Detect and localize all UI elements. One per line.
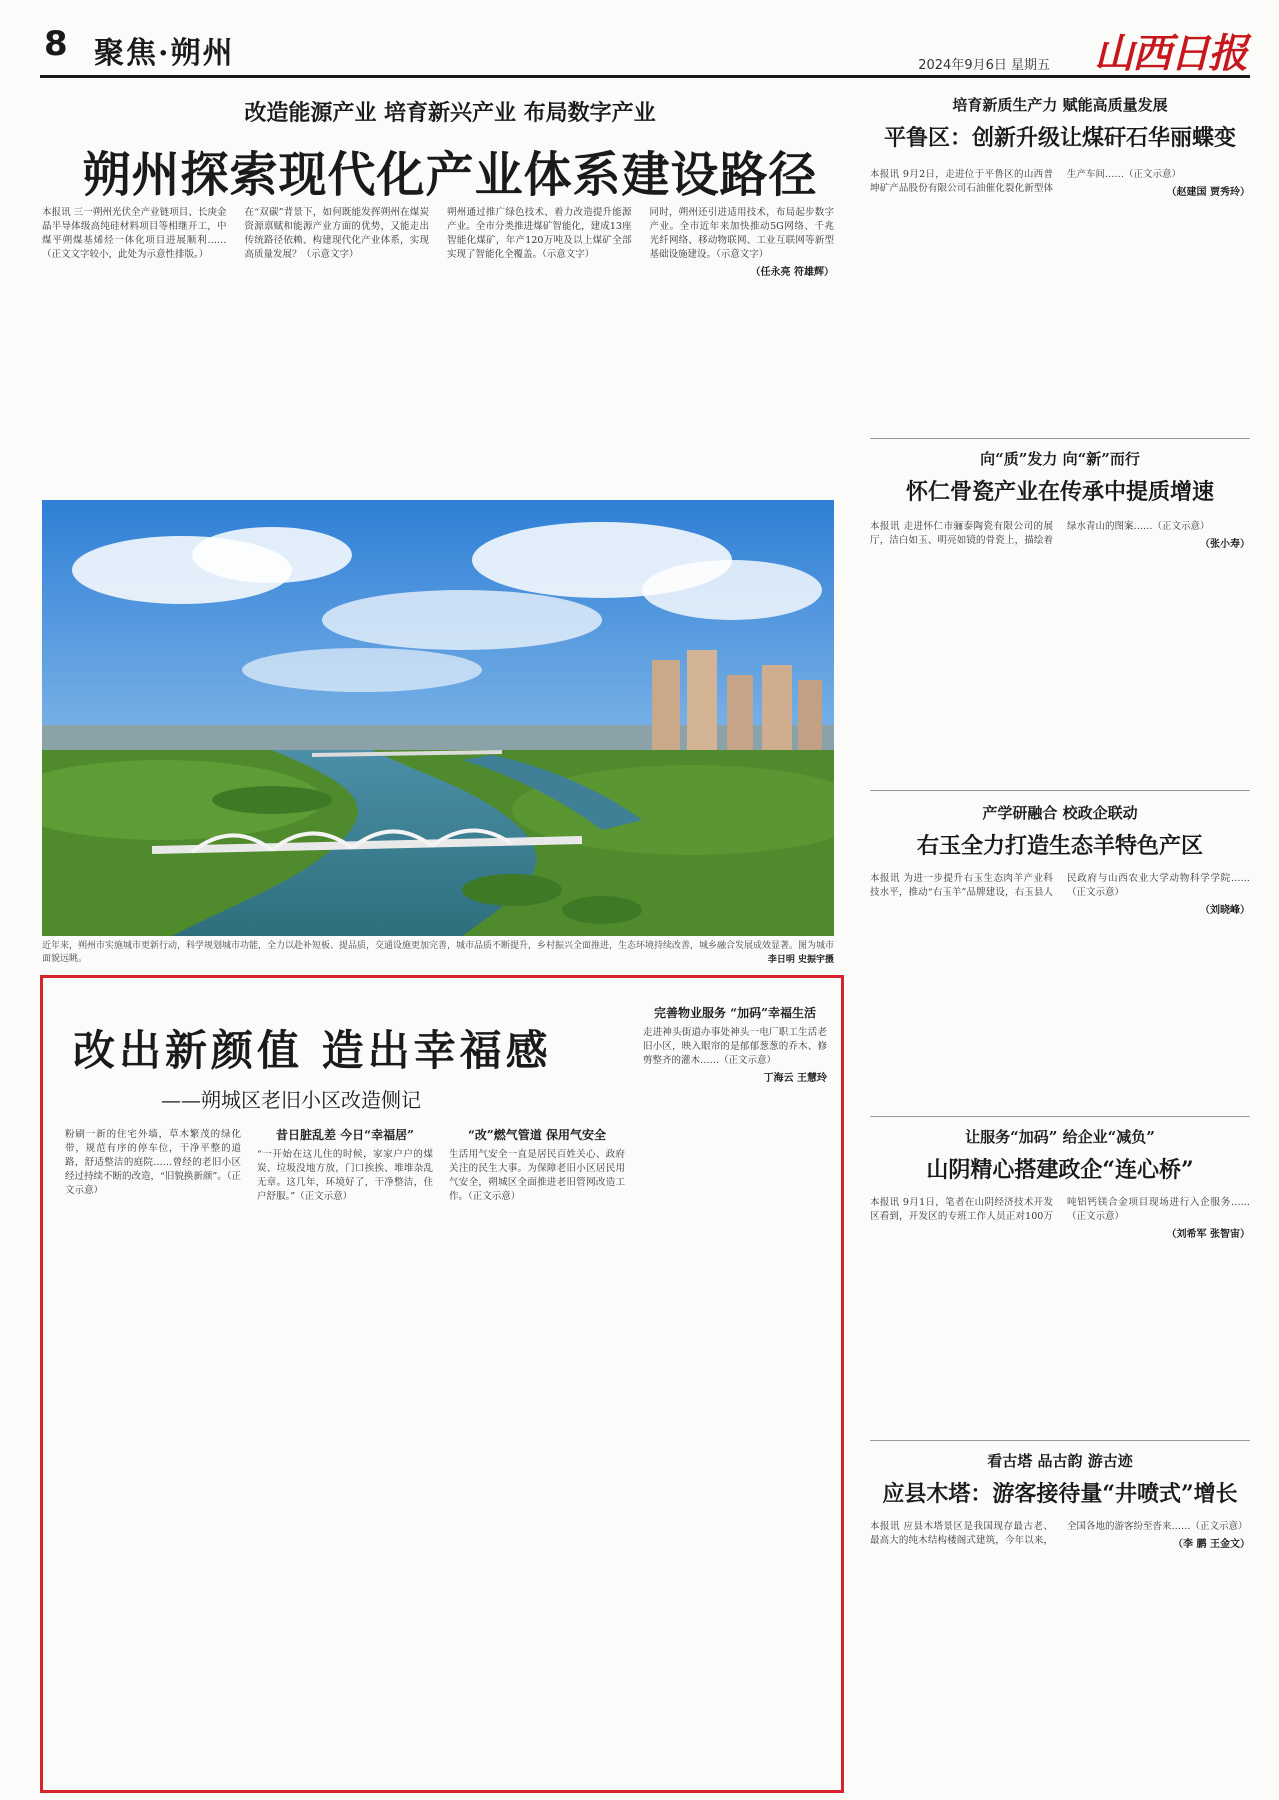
photo-caption-text: 近年来，朔州市实施城市更新行动，科学规划城市功能，全力以赴补短板、提品质，交通设施更加完善，城市品质不断提升，乡村振兴全面推进，生态环境持续改善，城乡融合发展成效显著。图为城市面貌远眺。 <box>42 941 835 964</box>
article-yingxian <box>870 1450 1250 1508</box>
article-headline: 怀仁骨瓷产业在传承中提质增速 <box>905 479 1214 505</box>
lead-body <box>42 206 834 488</box>
issue-date: 2024年9月6日 星期五 <box>918 58 1050 73</box>
article-byline: （李 鹏 王金文） <box>1173 1539 1250 1550</box>
feature-paragraph: “一开始在这儿住的时候，家家户户的煤炭、垃圾没地方放，门口挨挨、堆堆杂乱无章。这几年，环境好了，干净整洁，住户舒服。”（正文示意） <box>257 1149 433 1202</box>
article-byline: （赵建国 贾秀玲） <box>1166 187 1250 198</box>
article-paragraph: 本报讯 走进怀仁市骊泰陶瓷有限公司的展厅，洁白如玉、明亮如镜的骨瓷上，描绘着绿水青山的图案……（正文示意） <box>870 521 1210 546</box>
article-byline: （刘希军 张智宙） <box>1166 1229 1250 1240</box>
feature-frame <box>40 975 844 1793</box>
article-shanyin-body <box>870 1196 1250 1428</box>
column-divider <box>870 1116 1250 1117</box>
section-title: 聚焦·朔州 <box>94 36 235 71</box>
lead-paragraph: 在“双碳”背景下，如何既能发挥朔州在煤炭资源禀赋和能源产业方面的优势，又能走出传统路径依赖、构建现代化产业体系，实现高质量发展？（示意文字） <box>244 207 429 260</box>
lead-byline: （任永亮 符雄辉） <box>750 267 834 278</box>
article-shanyin <box>870 1126 1250 1184</box>
article-yingxian-body <box>870 1520 1250 1790</box>
article-paragraph: 本报讯 9月1日，笔者在山阴经济技术开发区看到，开发区的专班工作人员正对100万吨铝钙镁合金项目现场进行入企服务……（正文示意） <box>870 1197 1250 1222</box>
page-number: 8 <box>44 24 68 64</box>
lead-kicker: 改造能源产业 培育新兴产业 布局数字产业 <box>244 100 656 126</box>
article-huairen <box>870 448 1250 506</box>
article-headline: 应县木塔：游客接待量“井喷式”增长 <box>882 1481 1238 1507</box>
feature-body <box>65 1128 625 1778</box>
article-kicker: 向“质”发力 向“新”而行 <box>980 450 1140 468</box>
lead-paragraph: 同时，朔州还引进适用技术，布局起步数字产业。全市近年来加快推动5G网络、千兆光纤网络、移动物联网、工业互联网等新型基础设施建设。（示意文字） <box>649 207 834 260</box>
feature-paragraph: 粉刷一新的住宅外墙，草木繁茂的绿化带，规范有序的停车位，干净平整的道路，舒适整洁的庭院……曾经的老旧小区经过持续不断的改造，“旧貌换新颜”。（正文示意） <box>65 1129 241 1196</box>
article-paragraph: 本报讯 为进一步提升右玉生态肉羊产业科技水平，推动“右玉羊”品牌建设，右玉县人民政府与山西农业大学动物科学学院……（正文示意） <box>870 873 1250 898</box>
photo-caption <box>42 940 834 970</box>
article-youyu <box>870 802 1250 860</box>
feature-byline: 丁海云 王慧玲 <box>763 1073 827 1084</box>
feature-subhead: 完善物业服务 “加码”幸福生活 <box>654 1006 816 1020</box>
lead-paragraph: 朔州通过推广绿色技术、着力改造提升能源产业。全市分类推进煤矿智能化，建成13座智能化煤矿，年产120万吨及以上煤矿全部实现了智能化全覆盖。（示意文字） <box>447 207 632 260</box>
feature-paragraph: 生活用气安全一直是居民百姓关心、政府关注的民生大事。为保障老旧小区居民用气安全，朔城区全面推进老旧管网改造工作。（正文示意） <box>449 1149 625 1202</box>
article-paragraph: 本报讯 9月2日，走进位于平鲁区的山西普坤矿产品股份有限公司石油催化裂化新型体生产车间……（正文示意） <box>870 169 1182 194</box>
column-divider <box>870 1440 1250 1441</box>
column-divider <box>870 790 1250 791</box>
article-youyu-body <box>870 872 1250 1104</box>
article-kicker: 看古塔 品古韵 游古迹 <box>987 1452 1133 1470</box>
photo-credit: 李日明 史振宇摄 <box>767 955 834 965</box>
article-headline: 右玉全力打造生态羊特色产区 <box>916 833 1203 859</box>
article-byline: （刘晓峰） <box>1200 905 1250 916</box>
photo-illustration <box>42 500 834 936</box>
article-kicker: 培育新质生产力 赋能高质量发展 <box>952 96 1168 114</box>
feature-right-column <box>643 998 827 1778</box>
lead-paragraph: 本报讯 三一朔州光伏全产业链项目、长庚金晶半导体级高纯硅材料项目等相继开工，中煤平朔煤基烯烃一体化项目进展顺利……（正文文字较小，此处为示意性排版。） <box>42 207 227 260</box>
feature-subhead: 昔日脏乱差 今日“幸福居” <box>276 1128 414 1142</box>
city-aerial-photo <box>42 500 834 936</box>
article-pinglu-body <box>870 168 1250 424</box>
article-huairen-body <box>870 520 1250 776</box>
article-kicker: 产学研融合 校政企联动 <box>982 804 1138 822</box>
article-kicker: 让服务“加码” 给企业“减负” <box>965 1128 1155 1146</box>
article-byline: （张小寿） <box>1200 539 1250 550</box>
feature-paragraph: 走进神头街道办事处神头一电厂职工生活老旧小区，映入眼帘的是郁郁葱葱的乔木、修剪整齐的灌木……（正文示意） <box>643 1027 827 1066</box>
article-pinglu <box>870 94 1250 152</box>
article-paragraph: 本报讯 应县木塔景区是我国现存最古老、最高大的纯木结构楼阁式建筑，今年以来，全国各地的游客纷至沓来……（正文示意） <box>870 1521 1248 1546</box>
feature-title: 改出新颜值 造出幸福感 <box>73 1026 552 1075</box>
article-headline: 平鲁区：创新升级让煤矸石华丽蝶变 <box>883 125 1236 151</box>
article-headline: 山阴精心搭建政企“连心桥” <box>926 1157 1194 1183</box>
masthead <box>40 20 1250 78</box>
newspaper-logo: 山西日报 <box>1094 30 1246 77</box>
feature-subhead: “改”燃气管道 保用气安全 <box>468 1128 606 1142</box>
column-divider <box>870 438 1250 439</box>
lead-headline: 朔州探索现代化产业体系建设路径 <box>82 147 818 203</box>
feature-subtitle: ——朔城区老旧小区改造侧记 <box>161 1088 421 1112</box>
